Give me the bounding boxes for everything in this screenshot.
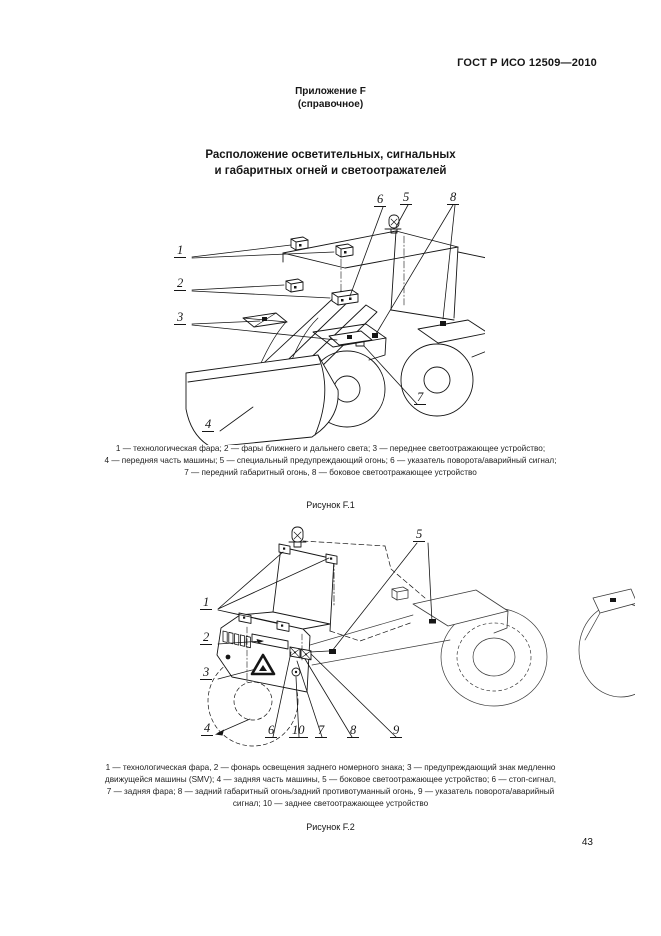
figure2-callout-4: 4 (201, 722, 213, 736)
figure1-callout-6: 6 (374, 193, 386, 207)
beacon-icon (385, 215, 401, 233)
figure2-callout-6: 6 (265, 724, 277, 738)
roof-work-lamps (291, 237, 353, 257)
roof-work-lamps (279, 544, 337, 564)
section-title-line2: и габаритных огней и светоотражателей (214, 165, 447, 177)
front-fender-phantom (392, 587, 635, 633)
page-number: 43 (581, 837, 593, 848)
side-reflector-far (610, 598, 616, 602)
rear-fender (418, 320, 485, 357)
figure2-callout-3: 3 (200, 666, 212, 680)
figure2-callout-1: 1 (200, 596, 212, 610)
figure1-callout-4: 4 (202, 418, 214, 432)
headlamps (286, 279, 358, 305)
figure1-callout-3: 3 (174, 311, 186, 325)
appendix-title: Приложение F (295, 86, 366, 97)
figure1-callout-1: 1 (174, 244, 186, 258)
side-reflector-rear (310, 649, 336, 654)
appendix-heading (0, 85, 661, 111)
figure1-label: Рисунок F.1 (306, 500, 355, 510)
beacon-icon (289, 527, 306, 547)
figure1-caption: 1 — технологическая фара; 2 — фары ближнего и дальнего света; 3 — переднее светоотражающее устройство; 4 — передняя часть машины; 5 — специальный предупреждающий огонь; 6 — указатель поворота/аварийный сигнал; 7 — передний габаритный огонь, 8 — боковое светоотражающее устройство (104, 444, 557, 477)
figure2-label: Рисунок F.2 (306, 822, 355, 832)
figure-f2 (195, 523, 635, 768)
side-reflector-front (372, 333, 378, 338)
side-reflector-front (429, 619, 436, 624)
figure1-callout-7: 7 (414, 391, 426, 405)
figure1-drawing (90, 188, 485, 445)
side-reflector-rear (440, 321, 446, 326)
figure2-drawing (195, 523, 635, 768)
figure-f1 (90, 188, 485, 445)
cab-canopy (283, 231, 458, 320)
appendix-subtitle: (справочное) (297, 99, 364, 110)
figure2-callout-7: 7 (315, 724, 327, 738)
figure1-callout-2: 2 (174, 277, 186, 291)
section-title (0, 147, 661, 179)
figure1-callout-8: 8 (447, 191, 459, 205)
figure2-callout-10: 10 (289, 724, 308, 738)
figure2-caption: 1 — технологическая фара, 2 — фонарь освещения заднего номерного знака; 3 — предупреждающий знак медленно движущейся машины (SMV); 4 — задняя часть машины, 5 — боковое светоотражающее устройство; 6 — стоп-сигнал, 7 — задняя фара; 8 — задний габаритный огонь/задний противотуманный огонь, 9 — указатель поворота/аварийный сигнал; 10 — заднее светоотражающее устройство (104, 763, 557, 808)
figure2-callout-5: 5 (413, 528, 425, 542)
figure2-callout-9: 9 (390, 724, 402, 738)
licence-plate-lamp (226, 655, 231, 660)
standard-number: ГОСТ Р ИСО 12509—2010 (457, 57, 597, 69)
section-title-line1: Расположение осветительных, сигнальных (205, 149, 456, 161)
figure1-callout-5: 5 (400, 191, 412, 205)
figure2-callout-8: 8 (347, 724, 359, 738)
figure2-callout-2: 2 (200, 631, 212, 645)
rear-wheel (401, 344, 473, 416)
